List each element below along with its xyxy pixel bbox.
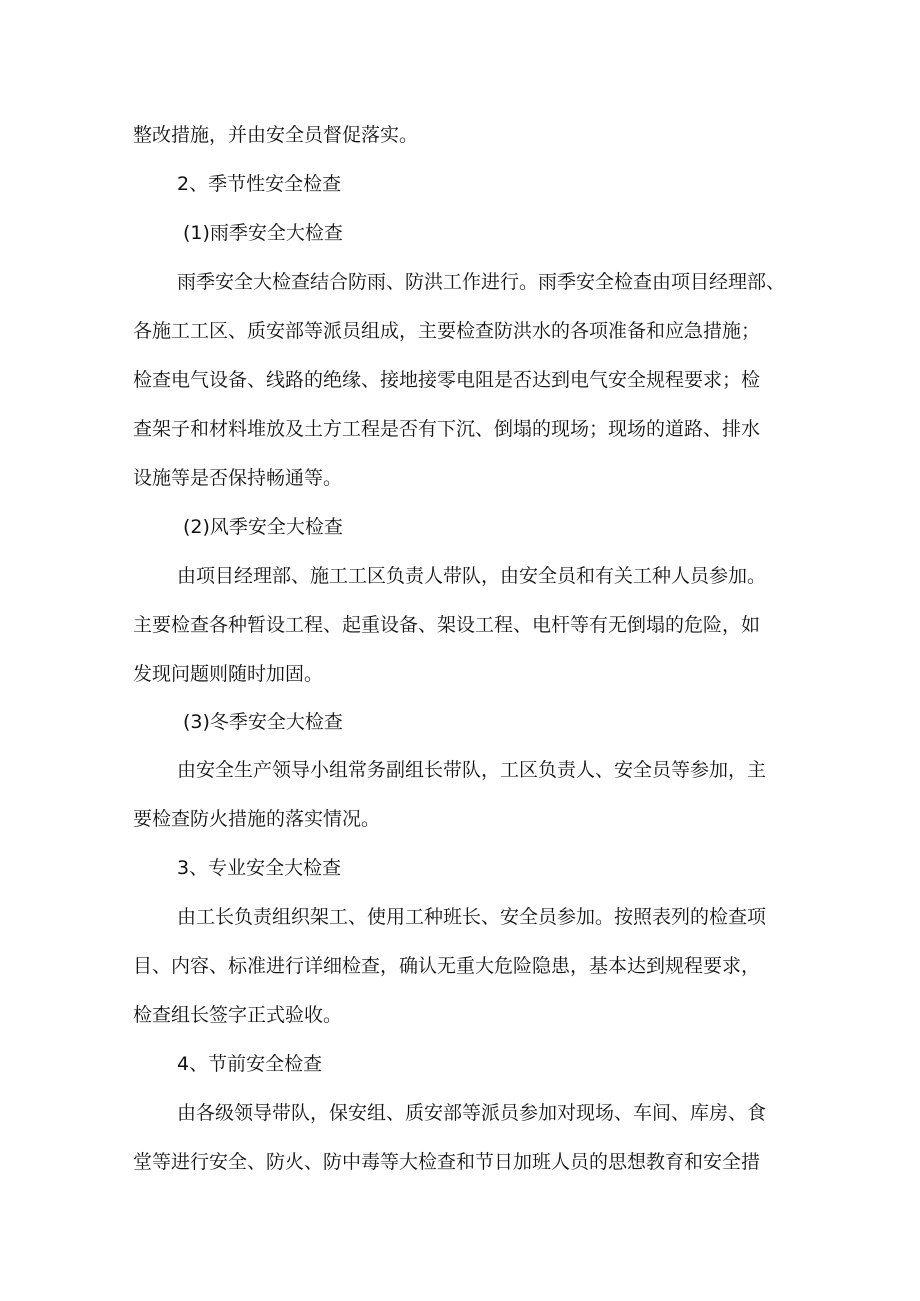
text-line-1: 整改措施，并由安全员督促落实。: [133, 124, 419, 146]
text-line-10: 由项目经理部、施工工区负责人带队，由安全员和有关工种人员参加。: [177, 565, 767, 587]
subheading-winter-season: (3)冬季安全大检查: [183, 711, 343, 733]
text-line-8: 设施等是否保持畅通等。: [133, 467, 343, 489]
text-line-14: 由安全生产领导小组常务副组长带队，工区负责人、安全员等参加，主: [177, 759, 767, 781]
text-line-11: 主要检查各种暂设工程、起重设备、架设工程、电杆等有无倒塌的危险，如: [133, 614, 761, 636]
text-line-18: 目、内容、标准进行详细检查，确认无重大危险隐患，基本达到规程要求，: [133, 955, 761, 977]
text-line-7: 查架子和材料堆放及土方工程是否有下沉、倒塌的现场；现场的道路、排水: [133, 418, 761, 440]
text-line-15: 要检查防火措施的落实情况。: [133, 808, 381, 830]
text-line-6: 检查电气设备、线路的绝缘、接地接零电阻是否达到电气安全规程要求；检: [133, 369, 761, 391]
section-heading-holiday-inspection: 4、节前安全检查: [177, 1053, 323, 1075]
section-heading-seasonal-inspection: 2、季节性安全检查: [177, 173, 342, 195]
subheading-rainy-season: (1)雨季安全大检查: [183, 222, 343, 244]
text-line-5: 各施工工区、质安部等派员组成，主要检查防洪水的各项准备和应急措施；: [133, 320, 761, 342]
text-line-4: 雨季安全大检查结合防雨、防洪工作进行。雨季安全检查由项目经理部、: [177, 271, 786, 293]
text-line-19: 检查组长签字正式验收。: [133, 1004, 343, 1026]
text-line-17: 由工长负责组织架工、使用工种班长、安全员参加。按照表列的检查项: [177, 906, 767, 928]
subheading-windy-season: (2)风季安全大检查: [183, 516, 343, 538]
section-heading-professional-inspection: 3、专业安全大检查: [177, 857, 342, 879]
text-line-12: 发现问题则随时加固。: [133, 663, 324, 685]
text-line-21: 由各级领导带队，保安组、质安部等派员参加对现场、车间、库房、食: [177, 1102, 767, 1124]
text-line-22: 堂等进行安全、防火、防中毒等大检查和节日加班人员的思想教育和安全措: [133, 1151, 761, 1173]
